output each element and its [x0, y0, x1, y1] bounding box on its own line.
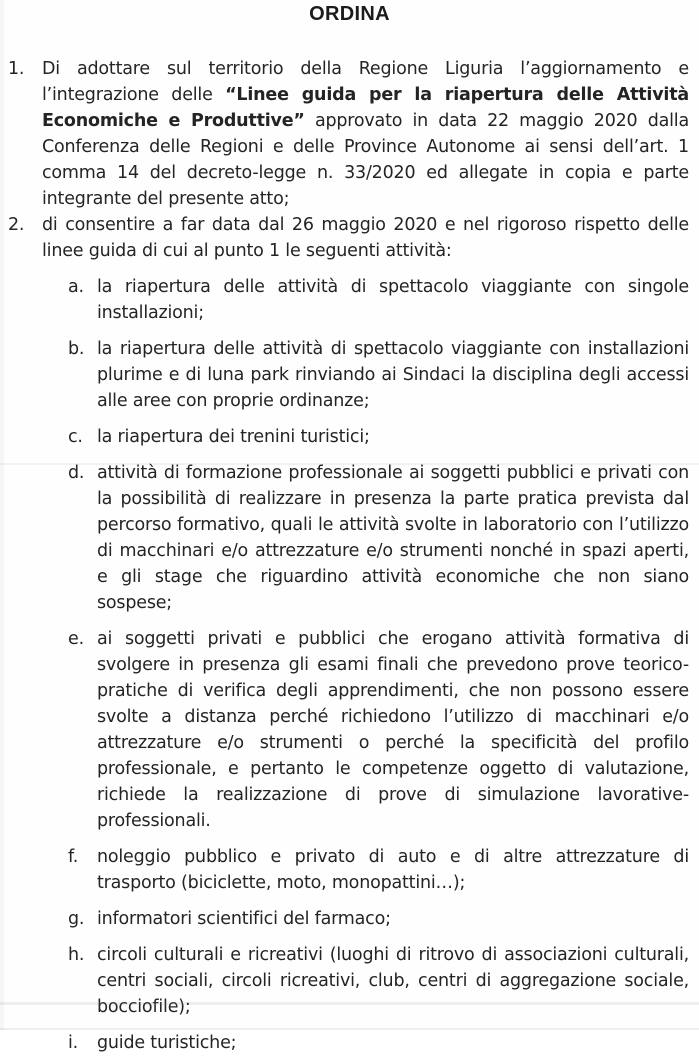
- sub-item-text: la riapertura delle attività di spettacolo viaggiante con installazioni plurime e di luna park rinviando ai Sindaci la disciplina degli accessi alle aree con proprie ordinanze;: [97, 339, 689, 411]
- item-number: 2.: [8, 215, 25, 235]
- document-title: ORDINA: [309, 3, 390, 25]
- sub-item: [42, 906, 689, 932]
- sub-item: [42, 942, 689, 1020]
- sub-item-letter: e.: [68, 629, 84, 649]
- sub-item: [42, 460, 689, 616]
- sub-item-letter: b.: [68, 339, 85, 359]
- item-paragraph: [42, 56, 689, 212]
- paragraph-text: di consentire a far data dal 26 maggio 2020 e nel rigoroso rispetto delle linee guida di cui al punto 1 le seguenti attività:: [42, 215, 689, 261]
- sub-item: [42, 424, 689, 450]
- sub-item: [42, 274, 689, 326]
- paragraph-text: Di adottare sul territorio della Regione Liguria l’aggiornamento e l’integrazione delle: [42, 59, 689, 105]
- sub-item-letter: a.: [68, 277, 84, 297]
- sub-item: [42, 336, 689, 414]
- sub-item-letter: f.: [68, 847, 79, 867]
- sub-item-text: la riapertura delle attività di spettacolo viaggiante con singole installazioni;: [97, 277, 689, 323]
- ordinance-item: [0, 212, 699, 1056]
- ordinance-item: [0, 56, 699, 212]
- sub-item: [42, 844, 689, 896]
- sub-item-text: la riapertura dei trenini turistici;: [97, 427, 370, 447]
- item-number: 1.: [8, 59, 25, 79]
- sub-item: [42, 1030, 689, 1056]
- sub-item-letter: c.: [68, 427, 83, 447]
- sub-item-text: noleggio pubblico e privato di auto e di altre attrezzature di trasporto (biciclette, moto, monopattini…);: [97, 847, 689, 893]
- ordinance-list: [0, 56, 699, 1056]
- item-body: [42, 56, 689, 212]
- item-paragraph: [42, 212, 689, 264]
- sub-item-letter: h.: [68, 945, 85, 965]
- item-body: [42, 212, 689, 1056]
- sub-item-text: attività di formazione professionale ai soggetti pubblici e privati con la possibilità di realizzare in presenza la parte pratica prevista dal percorso formativo, quali le attività svolte in laboratorio con l’utilizzo di macchinari e/o attrezzature e/o strumenti nonché in spazi aperti, e gli stage che riguardino attività economiche che non siano sospese;: [97, 463, 689, 613]
- sub-item-letter: i.: [68, 1033, 79, 1053]
- sub-item-letter: d.: [68, 463, 85, 483]
- sub-item-text: circoli culturali e ricreativi (luoghi di ritrovo di associazioni culturali, centri sociali, circoli ricreativi, club, centri di aggregazione sociale, bocciofile);: [97, 945, 689, 1017]
- sub-item-letter: g.: [68, 909, 85, 929]
- sub-item-text: guide turistiche;: [97, 1033, 237, 1053]
- quoted-title-bold: “Linee guida per la riapertura delle Attività Economiche e Produttive”: [42, 85, 690, 131]
- sub-item-text: ai soggetti privati e pubblici che erogano attività formativa di svolgere in presenza gli esami finali che prevedono prove teorico-pratiche di verifica degli apprendimenti, che non possono essere svolte a distanza perché richiedono l’utilizzo di macchinari e/o attrezzature e/o strumenti o perché la specificità del profilo professionale, e pertanto le competenze oggetto di valutazione, richiede la realizzazione di prove di simulazione lavorative-professionali.: [97, 629, 689, 831]
- sub-item: [42, 626, 689, 834]
- sub-item-text: informatori scientifici del farmaco;: [97, 909, 391, 929]
- paragraph-text: approvato in data 22 maggio 2020 dalla Conferenza delle Regioni e delle Province Autonome ai sensi dell’art. 1 comma 14 del decreto-legge n. 33/2020 ed allegate in copia e parte integrante del presente atto;: [42, 111, 689, 209]
